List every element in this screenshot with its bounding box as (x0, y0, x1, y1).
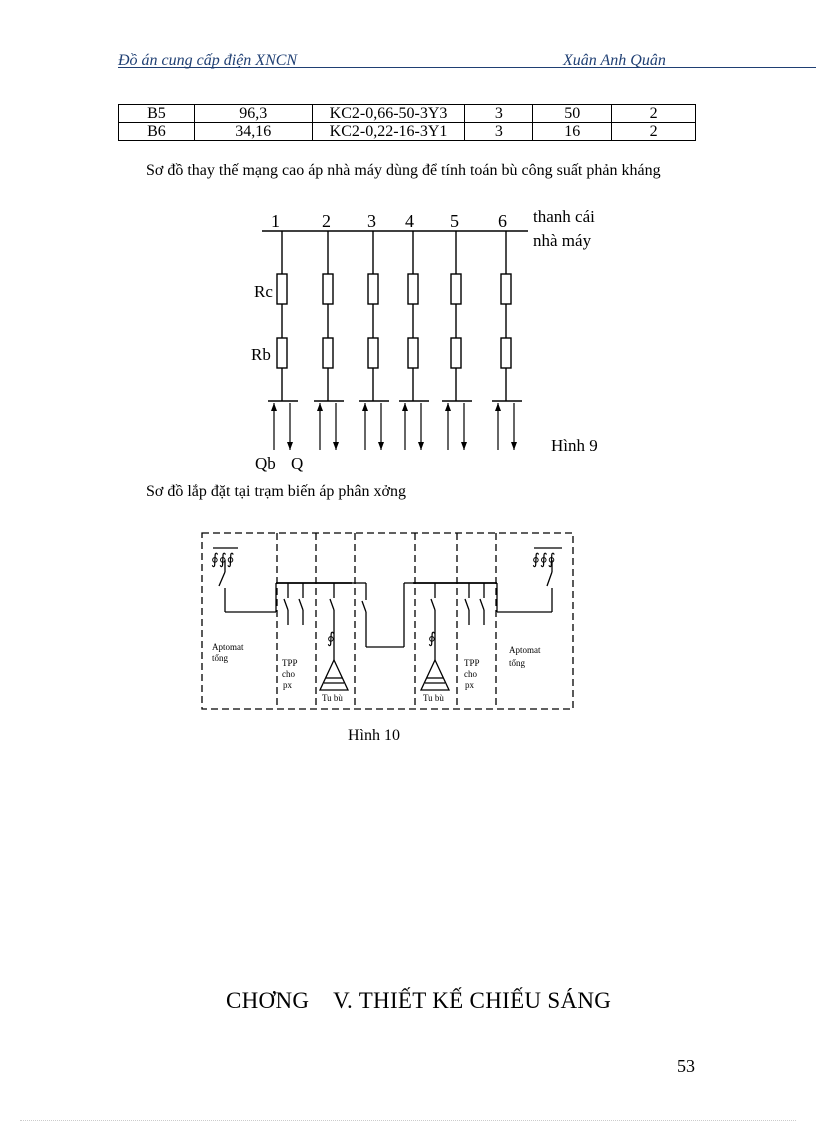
tpp-label: px (283, 680, 292, 690)
table-cell: 3 (465, 123, 533, 141)
tpp-switches-left (284, 583, 303, 625)
aptomat-label: tổng (212, 653, 229, 663)
capacitor-label: Tu bù (322, 693, 343, 703)
table-cell: B5 (119, 105, 195, 123)
table-cell: B6 (119, 123, 195, 141)
tie-breaker (352, 583, 413, 647)
capacitor-label: Tu bù (423, 693, 444, 703)
rb-label: Rb (251, 345, 271, 364)
aptomat-label: Aptomat (212, 642, 244, 652)
table-cell: KC2-0,66-50-3Y3 (312, 105, 465, 123)
paragraph-1: Sơ đồ thay thế mạng cao áp nhà máy dùng để tính toán bù công suất phản kháng (146, 162, 661, 179)
rc-label: Rc (254, 282, 273, 301)
header-right: Xuân Anh Quân (563, 52, 666, 69)
bus-label: thanh cái (533, 207, 595, 226)
node-label: 5 (450, 211, 459, 231)
table-cell: 96,3 (194, 105, 312, 123)
tpp-label: TPP (464, 658, 480, 668)
tpp-label: cho (282, 669, 295, 679)
table-cell: 2 (612, 123, 696, 141)
table-cell: 2 (612, 105, 696, 123)
page-number: 53 (677, 1056, 695, 1076)
current-transformer-icon: ∮∮∮ (211, 552, 235, 568)
tpp-label: px (465, 680, 474, 690)
tpp-switches-right (465, 583, 484, 625)
bus-label: nhà máy (533, 231, 592, 250)
page-bottom-rule (20, 1120, 796, 1121)
qb-label: Qb (255, 454, 276, 473)
table-cell: KC2-0,22-16-3Y1 (312, 123, 465, 141)
current-transformer-icon: ∮ (428, 631, 436, 647)
node-label: 1 (271, 211, 280, 231)
aptomat-label: tổng (509, 658, 526, 668)
table-cell: 34,16 (194, 123, 312, 141)
paragraph-2: Sơ đồ lắp đặt tại trạm biến áp phân xởng (146, 483, 406, 500)
figure-9-caption: Hình 9 (551, 436, 598, 455)
node-label: 4 (405, 211, 414, 231)
node-label: 2 (322, 211, 331, 231)
q-label: Q (291, 454, 304, 473)
header-left: Đồ án cung cấp điện XNCN (118, 52, 298, 69)
tpp-label: cho (464, 669, 477, 679)
chapter-title: CHƠNG V. THIẾT KẾ CHIẾU SÁNG (226, 988, 612, 1013)
node-label: 6 (498, 211, 507, 231)
cabinet-frames (202, 533, 573, 709)
node-label: 3 (367, 211, 376, 231)
tpp-label: TPP (282, 658, 298, 668)
figure-10-caption: Hình 10 (348, 727, 400, 744)
table-cell: 50 (533, 105, 612, 123)
current-transformer-icon: ∮∮∮ (532, 552, 556, 568)
current-transformer-icon: ∮ (327, 631, 335, 647)
aptomat-label: Aptomat (509, 645, 541, 655)
table-cell: 3 (465, 105, 533, 123)
table-cell: 16 (533, 123, 612, 141)
